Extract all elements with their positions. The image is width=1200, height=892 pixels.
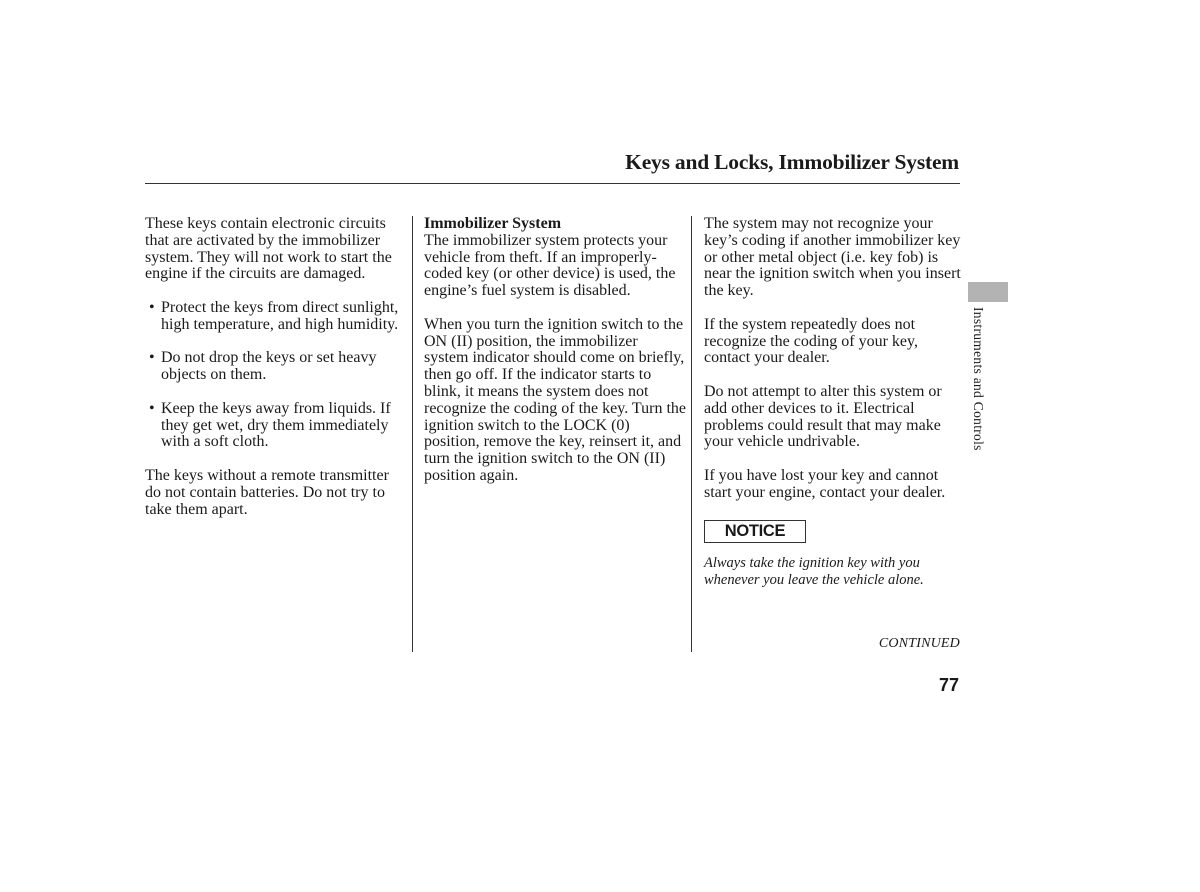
section-tab: [968, 282, 1008, 302]
bullet-dot: •: [149, 399, 155, 417]
bullet-item: [145, 300, 400, 334]
immobilizer-paragraph: The immobilizer system protects your vehicle from theft. If an improperly-coded key (or other device) is used, the engine’s fuel system is disabled.: [424, 231, 676, 300]
coding-paragraph: The system may not recognize your key’s coding if another immobilizer key or other metal object (i.e. key fob) is near the ignition switch when you insert the key.: [704, 215, 961, 300]
column-divider: [691, 216, 692, 652]
notice-text: Always take the ignition key with you whenever you leave the vehicle alone.: [704, 555, 924, 589]
notice-label: NOTICE: [704, 520, 806, 543]
section-heading: Immobilizer System: [424, 215, 562, 232]
page-number: 77: [938, 675, 959, 695]
continued-label: CONTINUED: [878, 636, 960, 651]
title-rule: [145, 183, 960, 184]
bullet-text: Protect the keys from direct sunlight, high temperature, and high humidity.: [161, 298, 399, 333]
bullet-dot: •: [149, 298, 155, 316]
column-divider: [412, 216, 413, 652]
keys-outro-paragraph: The keys without a remote transmitter do not contain batteries. Do not try to take them apart.: [145, 466, 389, 518]
alter-warning-paragraph: Do not attempt to alter this system or add other devices to it. Electrical problems could result that may make your vehicle undrivable.: [704, 382, 942, 451]
column-right: [704, 216, 966, 606]
page-title: Keys and Locks, Immobilizer System: [625, 150, 959, 174]
bullet-dot: •: [149, 349, 155, 367]
bullet-item: [145, 350, 400, 384]
section-tab-label: Instruments and Controls: [971, 307, 986, 451]
keys-intro-paragraph: These keys contain electronic circuits that are activated by the immobilizer system. They will not work to start the engine if the circuits are damaged.: [145, 215, 392, 283]
bullet-text: Do not drop the keys or set heavy objects on them.: [161, 349, 377, 384]
column-left: [145, 216, 400, 535]
lost-key-paragraph: If you have lost your key and cannot start your engine, contact your dealer.: [704, 466, 946, 501]
dealer-paragraph: If the system repeatedly does not recognize the coding of your key, contact your dealer.: [704, 315, 918, 367]
column-middle: [424, 216, 686, 502]
bullet-item: [145, 401, 400, 451]
bullet-text: Keep the keys away from liquids. If they get wet, dry them immediately with a soft cloth.: [161, 399, 391, 451]
ignition-paragraph: When you turn the ignition switch to the ON (II) position, the immobilizer system indicator should come on briefly, then go off. If the indicator starts to blink, it means the system does not recognize the coding of the key. Turn the ignition switch to the LOCK (0) position, remove the key, reinsert it, and turn the ignition switch to the ON (II) position again.: [424, 315, 687, 484]
